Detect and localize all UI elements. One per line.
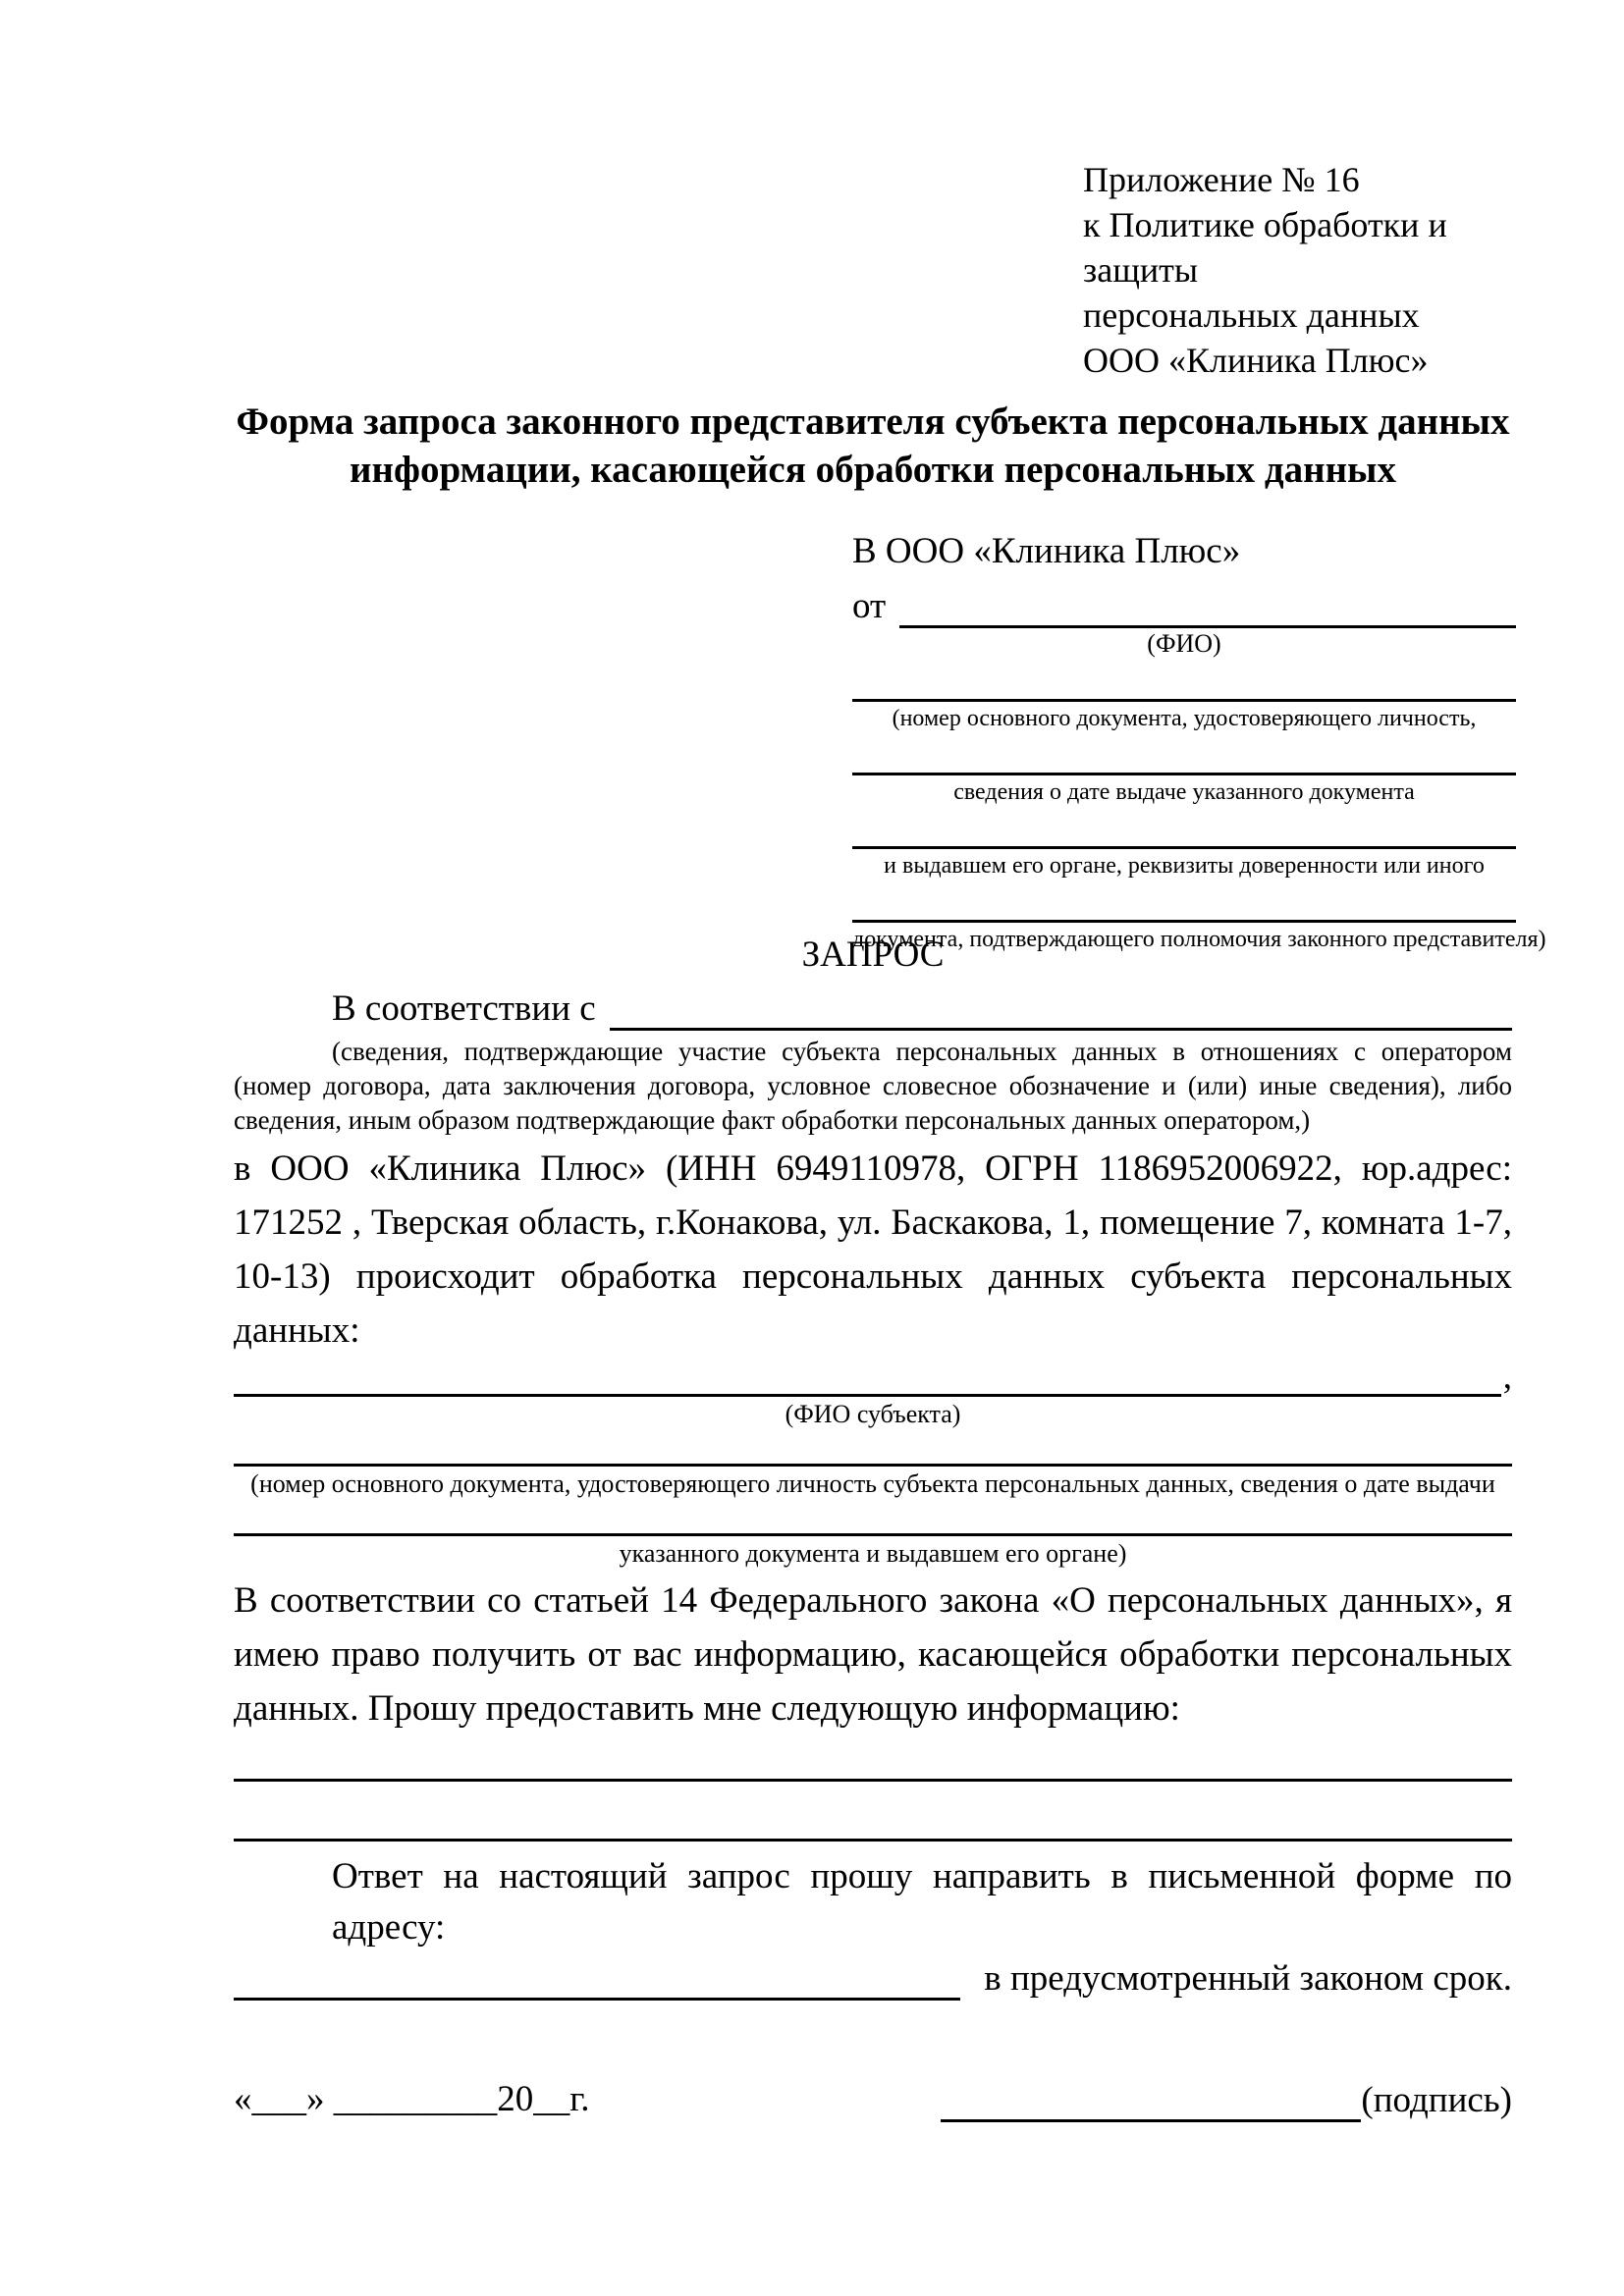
signature-block [941, 2079, 1512, 2122]
subject-doc-caption: (номер основного документа, удостоверяющего личность субъекта персональных данных, сведения о дате выдачи [250, 1469, 1495, 1498]
field-caption: и выдавшем его органе, реквизиты доверенности или иного [884, 853, 1485, 879]
reply-address-paragraph: Ответ на настоящий запрос прошу направить в письменной форме по адресу: [332, 1856, 1512, 1948]
form-title-line2: информации, касающейся обработки персональных данных [350, 449, 1396, 491]
request-heading: ЗАПРОС [801, 934, 945, 975]
field-caption: (номер основного документа, удостоверяющего личность, [892, 706, 1477, 731]
fio-caption: (ФИО) [1147, 629, 1221, 658]
info-blank-line-1 [234, 1735, 1512, 1782]
appendix-line: персональных данных [1083, 295, 1420, 335]
document-field-line [852, 733, 1516, 775]
subject-doc-line-2 [234, 1500, 1512, 1536]
addressee-org: В ООО «Клиника Плюс» [852, 531, 1241, 571]
footer-row [234, 2077, 1512, 2122]
basis-prefix: В соответствии с [332, 988, 596, 1029]
subject-fio-line-wrap [234, 1358, 1512, 1397]
subject-fio-line [234, 1361, 1501, 1397]
subject-doc-row-2 [234, 1500, 1512, 1570]
subject-doc-line-wrap-2 [234, 1500, 1512, 1536]
appendix-line: Приложение № 16 [1083, 160, 1360, 199]
date-field: «___» _________20__г. [234, 2079, 590, 2119]
field-caption: документа, подтверждающего полномочия законного представителя) [852, 927, 1546, 952]
document-field-row [852, 733, 1516, 807]
operator-paragraph: в ООО «Клиника Плюс» (ИНН 6949110978, ОГРН 1186952006922, юр.адрес: 171252 , Тверская область, г.Конакова, ул. Баскакова, 1, помещение 7, комната 1-7, 10-13) происходит обработка персональных данных субъекта персональных данных: [234, 1148, 1512, 1351]
from-label: от [852, 586, 887, 626]
subject-fio-row [234, 1358, 1512, 1430]
form-title-line1: Форма запроса законного представителя субъекта персональных данных [236, 400, 1510, 443]
subject-doc-line [234, 1430, 1512, 1467]
document-field-row [852, 807, 1516, 881]
reply-term-text: в предусмотренный законом срок. [984, 1958, 1512, 1999]
info-blank-line-2 [234, 1782, 1512, 1842]
reply-address-row [234, 1953, 1512, 2001]
basis-fill-line [610, 1028, 1512, 1031]
reply-address-line [234, 1998, 960, 2001]
subject-doc-row [234, 1430, 1512, 1500]
request-body [234, 933, 1512, 2122]
signature-caption: (подпись) [1361, 2080, 1512, 2120]
field-caption: сведения о дате выдаче указанного документа [953, 779, 1415, 805]
document-field-line [852, 881, 1516, 923]
form-title [234, 398, 1512, 494]
document-field-row [852, 660, 1516, 733]
document-field-line [852, 807, 1516, 849]
addressee-block [852, 528, 1546, 954]
basis-row [234, 984, 1512, 1031]
from-row [852, 581, 1516, 628]
subject-doc-caption-2: указанного документа и выдавшем его органе) [619, 1539, 1127, 1568]
appendix-header [1083, 157, 1535, 383]
law-paragraph: В соответствии со статьей 14 Федерального закона «О персональных данных», я имею право получить от вас информацию, касающейся обработки персональных данных. Прошу предоставить мне следующую информацию: [234, 1580, 1512, 1729]
basis-caption: (сведения, подтверждающие участие субъекта персональных данных в отношениях с оператором (номер договора, дата заключения договора, условное словесное обозначение и (или) иные сведения), либо сведения, иным образом подтверждающие факт обработки персональных данных оператором,) [234, 1037, 1512, 1135]
signature-line [941, 2080, 1361, 2122]
appendix-line: ООО «Клиника Плюс» [1083, 341, 1429, 380]
subject-fio-suffix: , [1502, 1357, 1512, 1397]
document-field-line [852, 660, 1516, 702]
appendix-line: к Политике обработки и защиты [1083, 205, 1447, 290]
subject-fio-caption: (ФИО субъекта) [785, 1400, 961, 1428]
subject-doc-line-wrap [234, 1430, 1512, 1467]
